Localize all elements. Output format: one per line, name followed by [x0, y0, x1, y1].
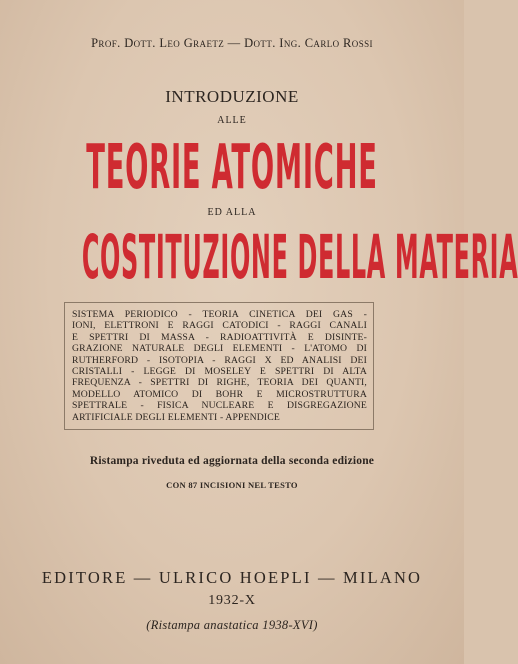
contents-line: RUTHERFORD - ISOTOPIA - RAGGI X ED ANALISI DEI — [72, 354, 367, 366]
publisher-line: EDITORE — ULRICO HOEPLI — MILANO — [41, 568, 423, 587]
contents-line: SISTEMA PERIODICO - TEORIA CINETICA DEI GAS - — [72, 309, 367, 320]
title-main-materia: COSTITUZIONE DELLA MATERIA — [81, 222, 518, 293]
edition-reprint-note: Ristampa riveduta ed aggiornata della seconda edizione — [89, 455, 375, 467]
contents-line: IONI, ELETTRONI E RAGGI CATODICI - RAGGI CANALI — [72, 320, 367, 332]
publication-year: 1932-X — [208, 593, 256, 608]
authors-line — [0, 36, 464, 51]
author-graetz: Prof. Dott. Leo Graetz — [91, 36, 225, 50]
contents-box — [64, 302, 374, 430]
contents-line: GRAZIONE NATURALE DEGLI ELEMENTI - L'ATOMO DI — [72, 343, 367, 355]
author-rossi: Dott. Ing. Carlo Rossi — [244, 36, 373, 50]
author-separator: — — [227, 36, 241, 50]
edition-illustrations-note: CON 87 INCISIONI NEL TESTO — [166, 480, 298, 490]
contents-line: MODELLO ATOMICO DI BOHR E MICROSTRUTTURA — [72, 388, 367, 400]
contents-line: ARTIFICIALE DEGLI ELEMENTI - APPENDICE — [72, 411, 280, 423]
contents-line: SPETTRALE - FISICA NUCLEARE E DISGREGAZIONE — [72, 400, 367, 412]
contents-line: E SPETTRI DI MASSA - RADIOATTIVITÀ E DISINTE- — [72, 331, 367, 343]
contents-line: FREQUENZA - SPETTRI DI RIGHE, TEORIA DEI QUANTI, — [72, 377, 367, 389]
contents-line: CRISTALLI - LEGGE DI MOSELEY E SPETTRI DI ALTA — [72, 365, 367, 377]
title-connector-ed-alla: ED ALLA — [207, 207, 257, 218]
title-intro: INTRODUZIONE — [165, 87, 299, 106]
anastatic-reprint-note: (Ristampa anastatica 1938-XVI) — [146, 618, 318, 632]
title-main-atomiche: TEORIE ATOMICHE — [86, 132, 378, 203]
title-connector-alle: ALLE — [217, 115, 247, 126]
